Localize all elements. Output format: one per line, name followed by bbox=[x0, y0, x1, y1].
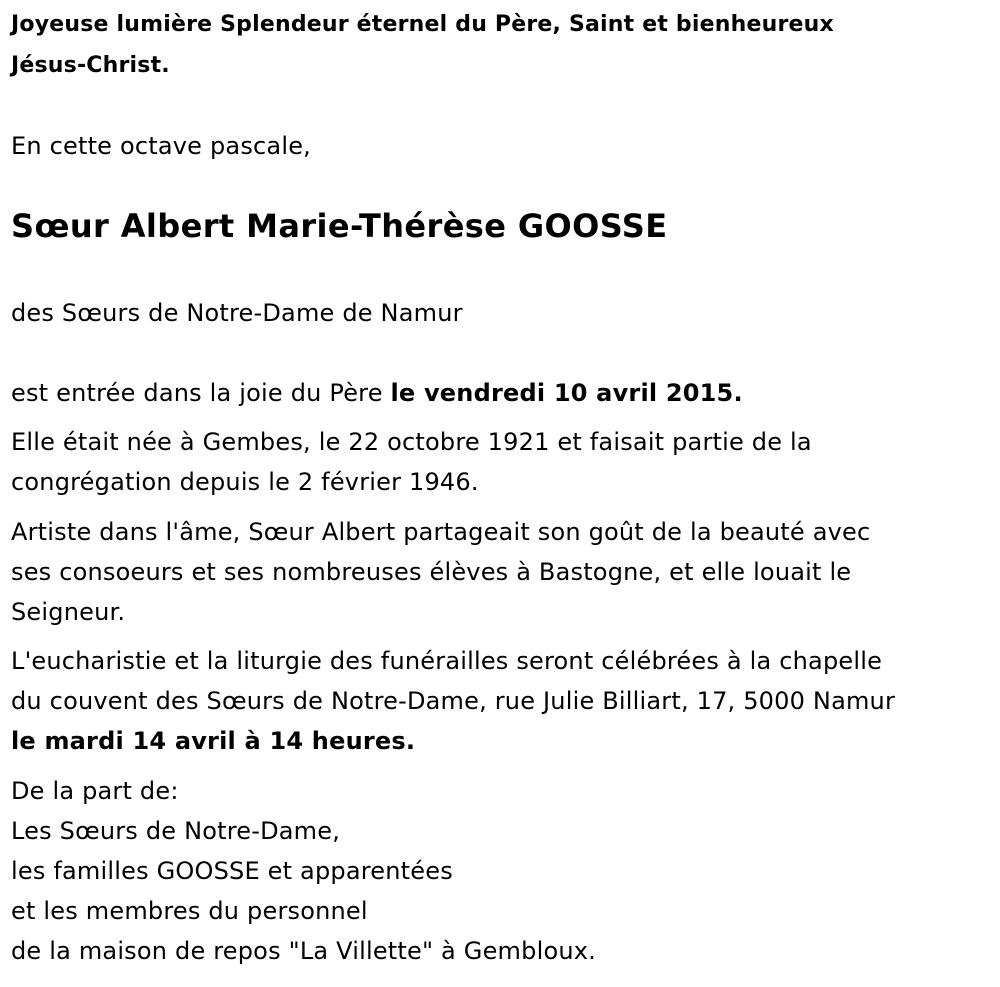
congregation-text: des Sœurs de Notre-Dame de Namur bbox=[11, 299, 463, 327]
from-line-5: de la maison de repos "La Villette" à Gembloux. bbox=[11, 937, 596, 965]
funeral-line-1: L'eucharistie et la liturgie des funérailles seront célébrées à la chapelle bbox=[11, 647, 883, 675]
from-line-3: les familles GOOSSE et apparentées bbox=[11, 857, 453, 885]
from-line-2: Les Sœurs de Notre-Dame, bbox=[11, 817, 341, 845]
artist-line-2: ses consoeurs et ses nombreuses élèves à Bastogne, et elle louait le bbox=[11, 558, 852, 586]
artist-line-3: Seigneur. bbox=[11, 598, 126, 626]
intro-text: En cette octave pascale, bbox=[11, 132, 311, 160]
birth-line-2: congrégation depuis le 2 février 1946. bbox=[11, 468, 479, 496]
from-line-1: De la part de: bbox=[11, 777, 179, 805]
death-date: le vendredi 10 avril 2015. bbox=[390, 379, 743, 407]
heading-line-1: Joyeuse lumière Splendeur éternel du Père, Saint et bienheureux bbox=[11, 12, 834, 37]
deceased-name: Sœur Albert Marie-Thérèse GOOSSE bbox=[11, 207, 668, 245]
death-text: est entrée dans la joie du Père bbox=[11, 379, 391, 407]
funeral-line-2: du couvent des Sœurs de Notre-Dame, rue Julie Billiart, 17, 5000 Namur bbox=[11, 687, 896, 715]
funeral-date: le mardi 14 avril à 14 heures. bbox=[11, 727, 416, 755]
artist-line-1: Artiste dans l'âme, Sœur Albert partageait son goût de la beauté avec bbox=[11, 518, 871, 546]
birth-line-1: Elle était née à Gembes, le 22 octobre 1921 et faisait partie de la bbox=[11, 428, 812, 456]
heading-line-2: Jésus-Christ. bbox=[11, 53, 170, 78]
death-announcement bbox=[11, 373, 743, 413]
from-line-4: et les membres du personnel bbox=[11, 897, 368, 925]
